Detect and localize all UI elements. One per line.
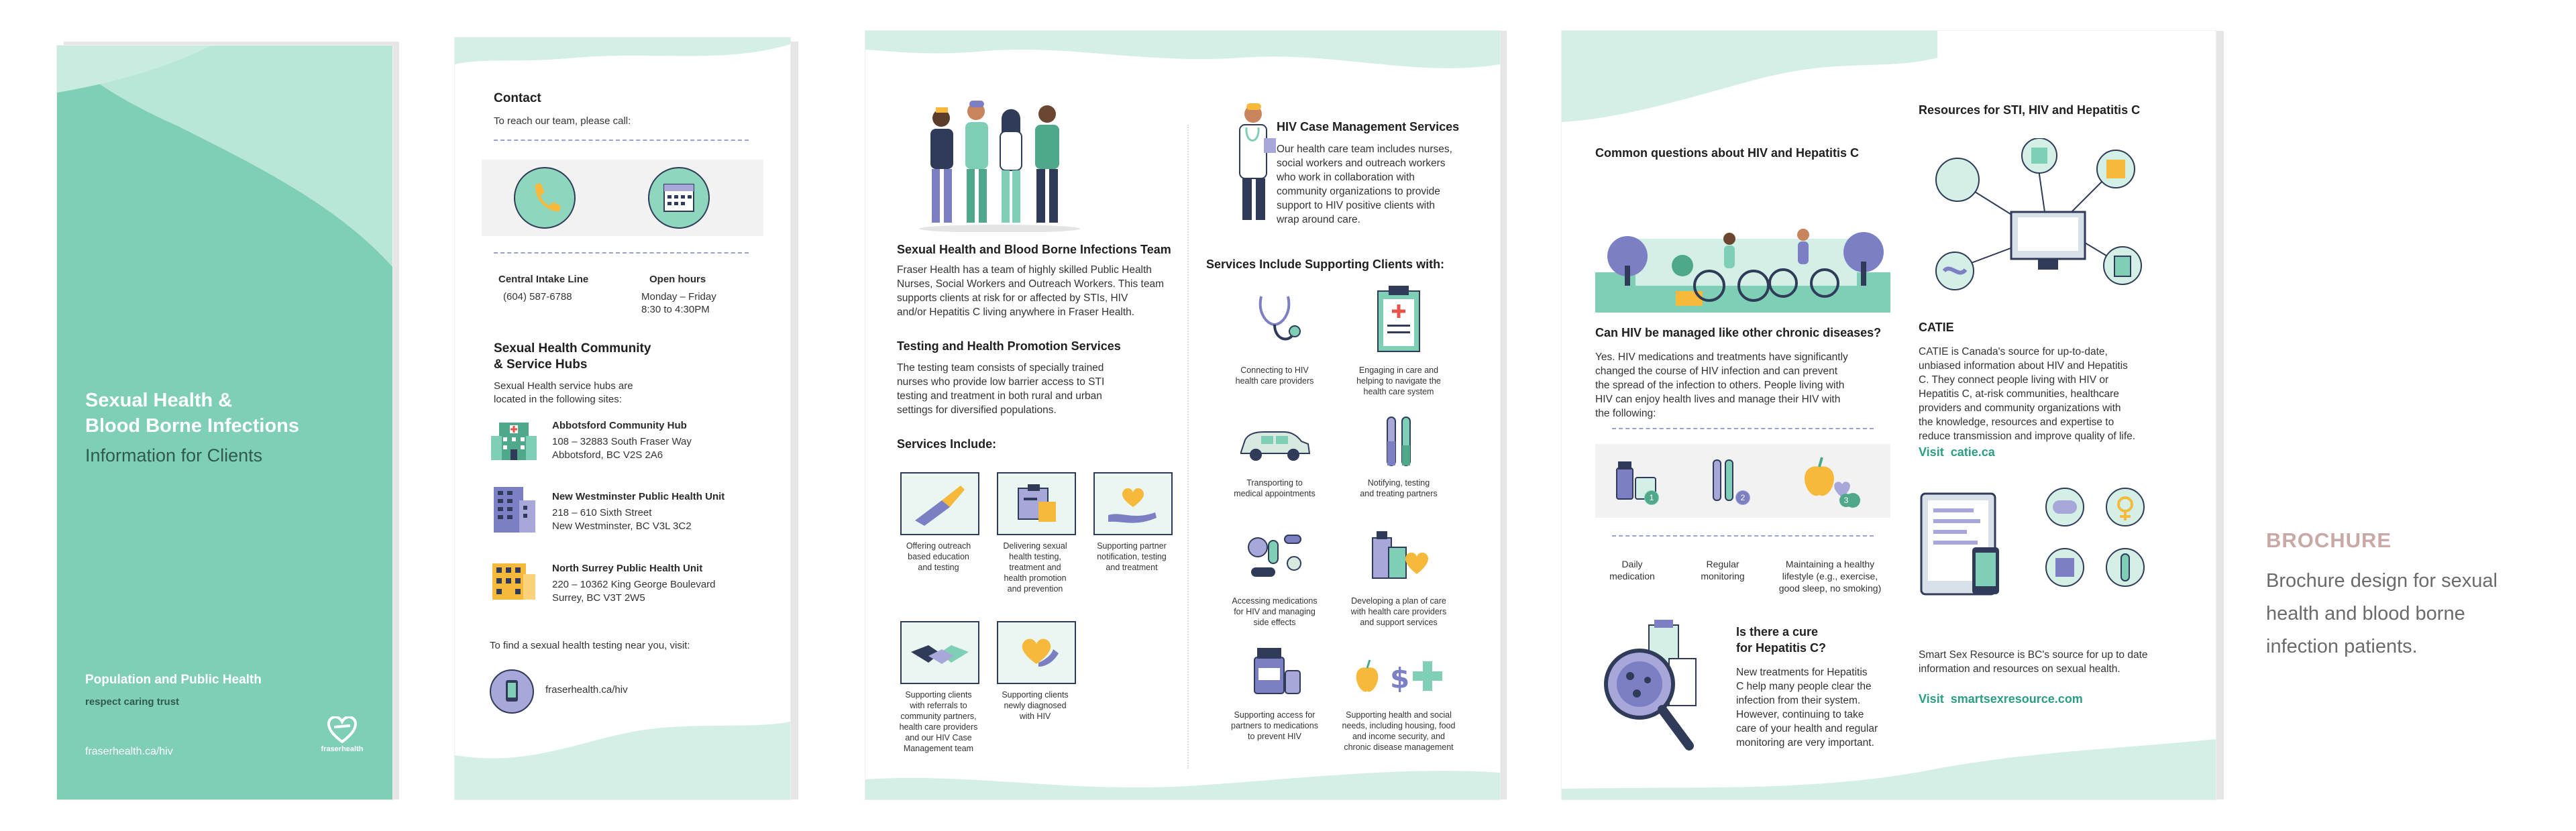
catie-line: unbiased information about HIV and Hepatitis [1919, 360, 2128, 372]
case-body-line: social workers and outreach workers [1277, 158, 1446, 169]
hours-days: Monday – Friday [641, 291, 716, 302]
caption-line: Delivering sexual [1003, 541, 1067, 551]
caption-text [2266, 565, 2498, 663]
services-heading: Services Include: [897, 437, 997, 451]
car-icon [1234, 420, 1315, 467]
clipboard-icon [1368, 283, 1429, 357]
team-body-line: Fraser Health has a team of highly skilled Public Health [897, 264, 1152, 276]
hub-address-line1: 220 – 10362 King George Boulevard [552, 579, 716, 590]
resources-network-illustration [1924, 138, 2165, 299]
caption-line: lifestyle (e.g., exercise, [1782, 571, 1878, 581]
caption-line: Supporting health and social [1346, 710, 1452, 720]
caption-line: with referrals to [910, 701, 967, 710]
intake-label: Central Intake Line [498, 274, 589, 285]
caption-line: Regular [1706, 559, 1739, 569]
caption-line: infection patients. [2266, 636, 2418, 657]
contact-bottom-wave [455, 708, 790, 799]
find-testing-text: To find a sexual health testing near you, visit: [490, 640, 690, 651]
caption-line: Management team [903, 744, 974, 753]
caption-line: notification, testing [1097, 552, 1167, 561]
step-caption [1599, 558, 1666, 582]
caption-line: community partners, [900, 712, 977, 721]
service-caption [894, 689, 983, 754]
cover-title [85, 388, 299, 439]
hub-address-line1: 218 – 610 Sixth Street [552, 507, 652, 518]
find-testing-url[interactable]: fraserhealth.ca/hiv [545, 684, 628, 696]
question-1: Can HIV be managed like other chronic diseases? [1595, 326, 1882, 339]
office-building-icon [490, 484, 538, 533]
case-caption [1338, 596, 1459, 628]
hub-north-surrey [552, 563, 716, 605]
caption-line: Supporting clients [905, 690, 972, 700]
catie-line: reduce transmission and improve quality of life. [1919, 431, 2136, 442]
hub-name: New Westminster Public Health Unit [552, 491, 725, 502]
catie-heading: CATIE [1919, 321, 1954, 334]
case-caption [1214, 478, 1335, 499]
handshake-icon [900, 621, 979, 684]
resources-heading: Resources for STI, HIV and Hepatitis C [1919, 103, 2141, 117]
testing-body [897, 361, 1104, 417]
answer-line: care of your health and regular [1736, 723, 1878, 734]
caption-line: health testing, [1009, 552, 1061, 561]
catie-line: providers and community organizations with [1919, 402, 2121, 414]
heart-logo-icon [327, 716, 357, 743]
divider [1612, 428, 1874, 429]
cover-panel [57, 46, 392, 799]
caption-line: Daily [1621, 559, 1643, 569]
calendar-icon [648, 167, 710, 229]
catie-line: Hepatitis C, at-risk communities, healthcare [1919, 388, 2119, 400]
contact-intro: To reach our team, please call: [494, 115, 631, 127]
caption-line: Supporting access for [1234, 710, 1316, 720]
contact-top-wave [455, 38, 790, 78]
pills-icon [1238, 527, 1311, 588]
step-badge: 1 [1645, 491, 1658, 504]
ssr-line: Smart Sex Resource is BC's source for up to date [1919, 649, 2148, 661]
hub-new-westminster [552, 491, 724, 533]
hubs-heading [494, 341, 651, 373]
hub-address-line2: Abbotsford, BC V2S 2A6 [552, 449, 663, 461]
divider [494, 252, 749, 254]
health-unit-building-icon [490, 557, 538, 600]
partner-heart-hand-icon [1093, 472, 1173, 535]
contact-heading: Contact [494, 91, 541, 105]
team-body [897, 263, 1192, 319]
caption-line: and support services [1360, 618, 1438, 627]
caption-line: with health care providers [1350, 607, 1447, 616]
questions-spread [1562, 31, 2216, 799]
testing-heading: Testing and Health Promotion Services [897, 339, 1121, 353]
caption-line: health care providers [899, 722, 978, 732]
service-caption [990, 689, 1080, 722]
test-kit-icon [997, 472, 1076, 535]
catie-line: the knowledge, resources and expertise to [1919, 417, 2114, 428]
answer-1 [1595, 350, 1848, 421]
caption-line: health promotion [1004, 573, 1067, 583]
hub-address-line2: Surrey, BC V3T 2W5 [552, 592, 645, 604]
cover-tagline: respect caring trust [85, 696, 180, 708]
contact-panel [455, 38, 790, 799]
test-tubes-icon [1375, 410, 1422, 471]
hubs-intro-line2: located in the following sites: [494, 394, 622, 405]
catie-url[interactable]: catie.ca [1950, 445, 1995, 459]
cover-subtitle: Information for Clients [85, 445, 263, 465]
service-caption [894, 541, 983, 573]
case-caption [1214, 596, 1335, 628]
spread-top-wave [865, 31, 1500, 91]
team-body-line: and/or Hepatitis C living anywhere in Fraser Health. [897, 307, 1135, 318]
ssr-line: information and resources on sexual health. [1919, 663, 2121, 675]
hub-address-line2: New Westminster, BC V3L 3C2 [552, 520, 692, 532]
stethoscope-icon [1241, 287, 1308, 354]
step-caption [1689, 558, 1756, 582]
hubs-intro-line1: Sexual Health service hubs are [494, 380, 633, 392]
caption-line: side effects [1253, 618, 1296, 627]
divider [494, 140, 749, 141]
answer-line: Yes. HIV medications and treatments have significantly [1595, 351, 1848, 363]
spread-bottom-wave [865, 746, 1500, 799]
caption-line: good sleep, no smoking) [1778, 583, 1882, 594]
catie-line: C. They connect people living with HIV or [1919, 374, 2109, 386]
smartphone-icon [490, 669, 534, 714]
testing-body-line: The testing team consists of specially trained [897, 362, 1104, 374]
question-line: for Hepatitis C? [1736, 641, 1827, 655]
catie-line: CATIE is Canada's source for up-to-date, [1919, 346, 2108, 357]
step-caption [1773, 558, 1887, 594]
caption-line: based education [908, 552, 969, 561]
fraserhealth-logo [315, 716, 369, 763]
healthcare-team-illustration [916, 91, 1083, 232]
caption-line: Supporting clients [1002, 690, 1069, 700]
question-2 [1736, 624, 1826, 656]
answer-line: monitoring are very important. [1736, 737, 1874, 749]
case-body-line: wrap around care. [1277, 214, 1360, 225]
hubs-heading-line2: & Service Hubs [494, 357, 588, 372]
case-body-line: Our health care team includes nurses, [1277, 144, 1452, 155]
apple-dollar-plus-icon [1348, 648, 1449, 702]
caption-line: for HIV and managing [1234, 607, 1316, 616]
hours-label: Open hours [649, 274, 706, 285]
caption-line: newly diagnosed [1004, 701, 1067, 710]
intake-phone[interactable]: (604) 587-6788 [503, 291, 572, 302]
hub-abbotsford [552, 420, 692, 462]
answer-line: New treatments for Hepatitis [1736, 667, 1868, 678]
case-caption [1214, 365, 1335, 386]
visit-label: Visit [1919, 445, 1944, 459]
testing-body-line: nurses who provide low barrier access to STI [897, 376, 1105, 388]
team-heading: Sexual Health and Blood Borne Infections Team [897, 243, 1171, 256]
caption-line: helping to navigate the [1356, 376, 1441, 386]
caption-line: chronic disease management [1344, 742, 1454, 752]
ssr-visit-link[interactable] [1919, 692, 2083, 706]
outreach-service-icon [900, 472, 979, 535]
phone-icon [514, 167, 576, 229]
column-divider [1187, 125, 1189, 769]
caption-line: Developing a plan of care [1351, 596, 1446, 606]
questions-heading: Common questions about HIV and Hepatitis C [1595, 146, 1860, 160]
ssr-body [1919, 648, 2148, 676]
visit-label: Visit [1919, 692, 1944, 706]
hub-name: Abbotsford Community Hub [552, 420, 687, 431]
answer-line: However, continuing to take [1736, 709, 1864, 720]
caption-line: monitoring [1701, 571, 1745, 581]
caption-line: Supporting partner [1097, 541, 1167, 551]
answer-line: HIV can enjoy health lives and manage their HIV with [1595, 394, 1841, 405]
devices-illustration [1919, 480, 2174, 614]
hospital-building-icon [490, 417, 538, 460]
medication-bottle-icon [1241, 641, 1308, 702]
services-spread [865, 31, 1500, 799]
answer-line: the following: [1595, 408, 1656, 419]
caption-line: Transporting to [1246, 478, 1303, 488]
answer-line: the spread of the infection to others. People living with [1595, 380, 1845, 391]
cover-org: Population and Public Health [85, 673, 262, 687]
cover-title-line2: Blood Borne Infections [85, 415, 299, 437]
testing-body-line: settings for diversified populations. [897, 404, 1057, 416]
medication-bottles-icon [1609, 451, 1669, 511]
svg-text:$: $ [1390, 662, 1410, 695]
divider [1612, 535, 1874, 537]
caption-line: and our HIV Case [905, 733, 972, 742]
caption-line: Accessing medications [1232, 596, 1318, 606]
care-plan-icon [1362, 523, 1436, 588]
case-body-line: community organizations to provide [1277, 186, 1440, 197]
caption-line: Notifying, testing [1367, 478, 1430, 488]
team-body-line: supports clients at risk for or affected by STIs, HIV [897, 292, 1128, 304]
answer-line: infection from their system. [1736, 695, 1861, 706]
caption-line: treatment and [1009, 563, 1061, 572]
answer-line: C help many people clear the [1736, 681, 1872, 692]
step-badge: 2 [1736, 491, 1750, 504]
caption-line: medication [1609, 571, 1655, 581]
caption-line: and testing [918, 563, 959, 572]
case-body-line: who work in collaboration with [1277, 172, 1415, 183]
service-caption [1087, 541, 1177, 573]
team-body-line: Nurses, Social Workers and Outreach Workers. This team [897, 278, 1164, 290]
heart-support-icon [997, 621, 1076, 684]
caption-line: medical appointments [1234, 489, 1316, 498]
question-line: Is there a cure [1736, 625, 1819, 639]
questions-bottom-wave [1562, 728, 2216, 799]
caption-line: Connecting to HIV [1240, 366, 1309, 375]
case-heading: HIV Case Management Services [1277, 120, 1460, 133]
caption-line: to prevent HIV [1248, 732, 1301, 741]
hubs-heading-line1: Sexual Health Community [494, 341, 651, 355]
hubs-intro [494, 380, 633, 406]
caption-line: and income security, and [1352, 732, 1446, 741]
hub-name: North Surrey Public Health Unit [552, 563, 703, 574]
hub-address-line1: 108 – 32883 South Fraser Way [552, 436, 692, 447]
caption-line: with HIV [1019, 712, 1051, 721]
caption-line: Engaging in care and [1358, 366, 1439, 375]
catie-body [1919, 345, 2135, 443]
cover-url: fraserhealth.ca/hiv [85, 746, 173, 757]
caption-line: Maintaining a healthy [1785, 559, 1875, 569]
case-caption [1338, 478, 1459, 499]
caption-line: partners to medications [1231, 721, 1318, 730]
cyclists-illustration [1595, 192, 1890, 313]
case-body [1277, 142, 1452, 227]
hours-time: 8:30 to 4:30PM [641, 304, 710, 315]
case-caption [1214, 710, 1335, 742]
answer-line: changed the course of HIV infection and can prevent [1595, 366, 1838, 377]
testing-body-line: testing and treatment in both rural and urban [897, 390, 1102, 402]
step-badge: 3 [1839, 494, 1853, 507]
caption-label: BROCHURE [2266, 529, 2392, 552]
logo-text: fraserhealth [321, 745, 364, 753]
caption-line: and treatment [1106, 563, 1158, 572]
caption-line: health care providers [1235, 376, 1314, 386]
case-services-heading: Services Include Supporting Clients with: [1206, 258, 1445, 271]
case-body-line: support to HIV positive clients with [1277, 200, 1436, 211]
service-caption [990, 541, 1080, 594]
ssr-url[interactable]: smartsexresource.com [1950, 692, 2083, 706]
test-tubes-icon [1703, 451, 1756, 511]
caption-line: Offering outreach [906, 541, 971, 551]
catie-visit-link[interactable] [1919, 445, 1995, 459]
caption-line: health and blood borne [2266, 603, 2465, 624]
caption-line: health care system [1363, 387, 1434, 396]
caption-line: and prevention [1007, 584, 1063, 594]
cover-title-line1: Sexual Health & [85, 390, 233, 411]
case-caption [1338, 365, 1459, 397]
caption-line: Brochure design for sexual [2266, 570, 2498, 592]
caption-line: and treating partners [1360, 489, 1438, 498]
caption-line: needs, including housing, food [1342, 721, 1456, 730]
